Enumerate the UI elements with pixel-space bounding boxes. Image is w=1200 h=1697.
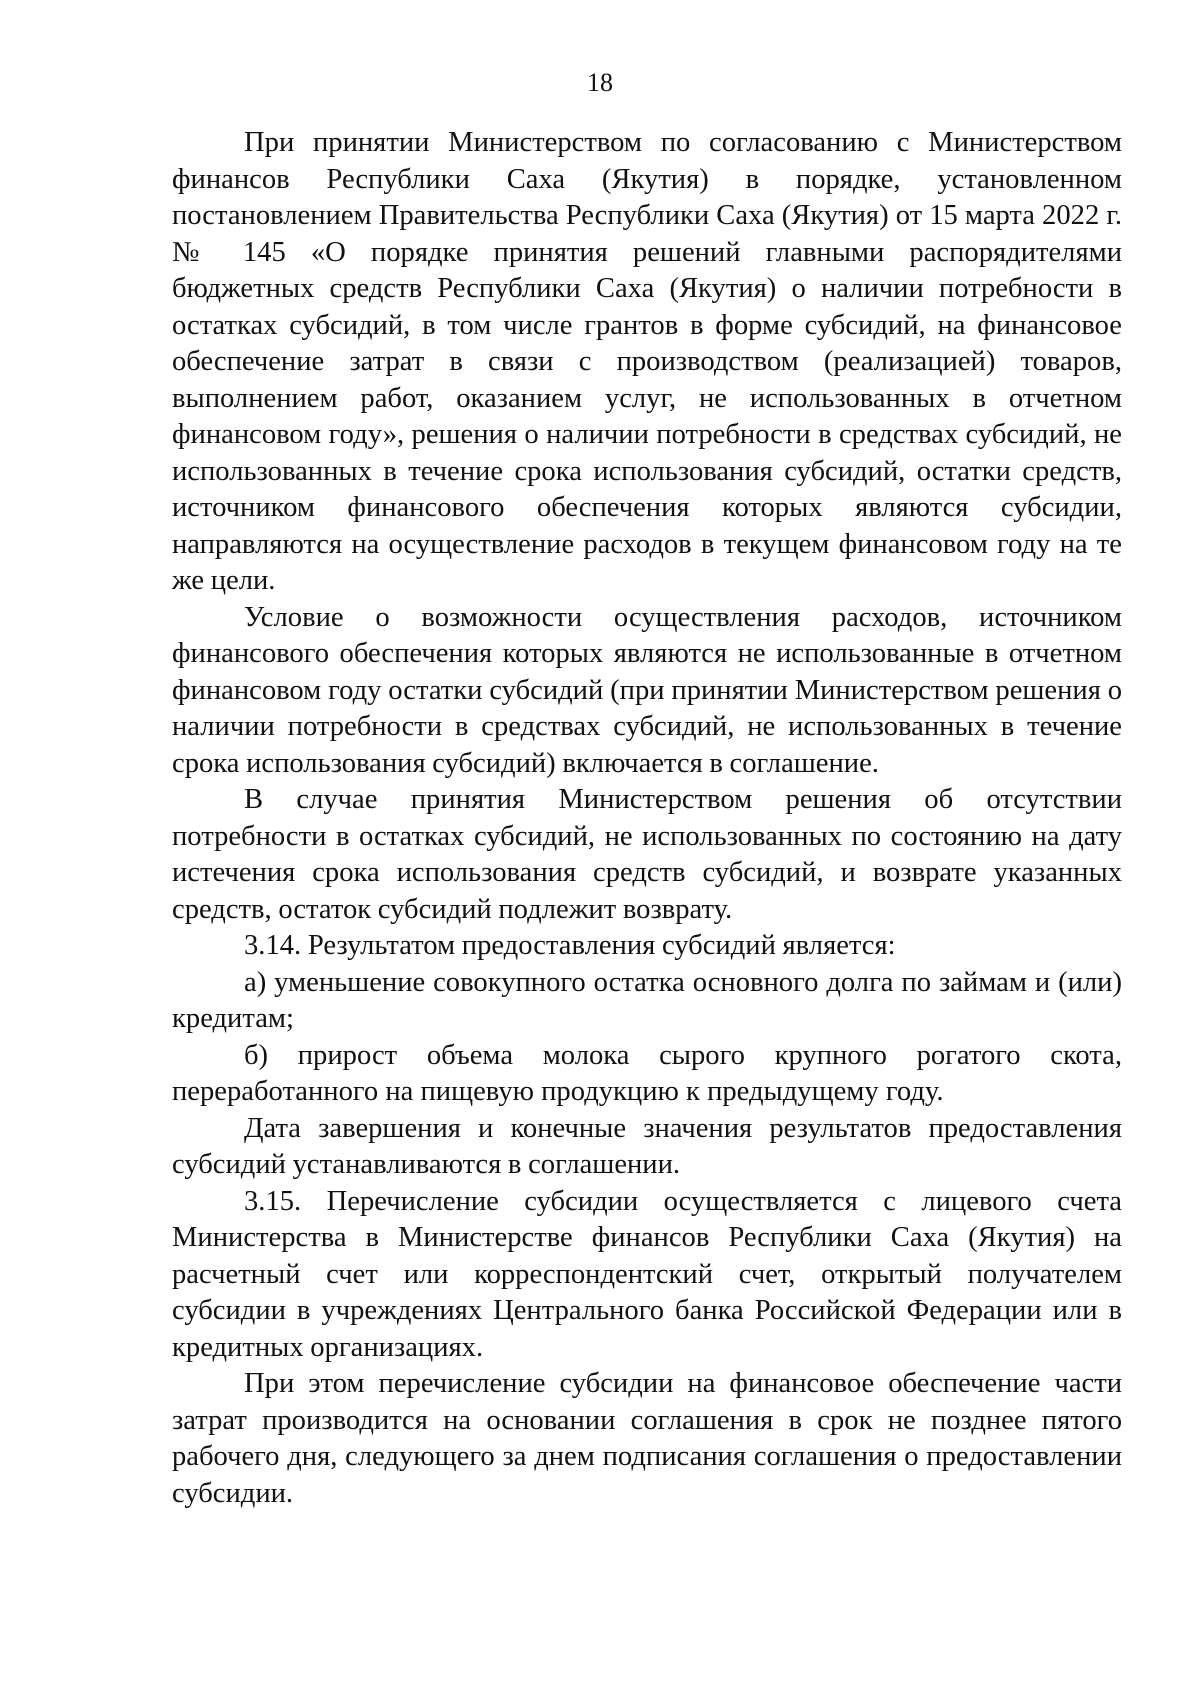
paragraph-transfer-timing: При этом перечисление субсидии на финансовое обеспечение части затрат производится на основании соглашения в срок не позднее пятого рабочего дня, следующего за днем подписания соглашения о предоставлении субсидии. xyxy=(172,1368,1122,1509)
paragraph-expense-condition: Условие о возможности осуществления расходов, источником финансового обеспечения которых являются не использованные в отчетном финансовом году остатки субсидий (при принятии Министерством решения о наличии потребности в средствах субсидий, не использованных в течение срока использования субсидий) включается в соглашение. xyxy=(172,601,1122,779)
paragraph-item-b: б) прирост объема молока сырого крупного рогатого скота, переработанного на пищевую продукцию к предыдущему году. xyxy=(172,1039,1122,1107)
paragraph-item-a: а) уменьшение совокупного остатка основного долга по займам и (или) кредитам; xyxy=(172,966,1122,1034)
page-number: 18 xyxy=(587,68,613,97)
paragraph-subsidy-balance-decision: При принятии Министерством по согласованию с Министерством финансов Республики Саха (Якутия) в порядке, установленном постановлением Правительства Республики Саха (Якутия) от 15 марта 2022 г. № 145 «О порядке принятия решений главными распорядителями бюджетных средств Республики Саха (Якутия) о наличии потребности в остатках субсидий, в том числе грантов в форме субсидий, на финансовое обеспечение затрат в связи с производством (реализацией) товаров, выполнением работ, оказанием услуг, не использованных в отчетном финансовом году», решения о наличии потребности в средствах субсидий, не использованных в течение срока использования субсидий, остатки средств, источником финансового обеспечения которых являются субсидии, направляются на осуществление расходов в текущем финансовом году на те же цели. xyxy=(172,127,1122,596)
paragraph-section-3-14: 3.14. Результатом предоставления субсидий является: xyxy=(244,930,896,961)
document-body xyxy=(172,125,1122,1512)
paragraph-section-3-15: 3.15. Перечисление субсидии осуществляется с лицевого счета Министерства в Министерстве финансов Республики Саха (Якутия) на расчетный счет или корреспондентский счет, открытый получателем субсидии в учреждениях Центрального банка Российской Федерации или в кредитных организациях. xyxy=(172,1185,1122,1363)
paragraph-results-date: Дата завершения и конечные значения результатов предоставления субсидий устанавливаются в соглашении. xyxy=(172,1112,1122,1180)
paragraph-refund-of-balance: В случае принятия Министерством решения об отсутствии потребности в остатках субсидий, не использованных по состоянию на дату истечения срока использования средств субсидий, и возврате указанных средств, остаток субсидий подлежит возврату. xyxy=(172,784,1122,925)
